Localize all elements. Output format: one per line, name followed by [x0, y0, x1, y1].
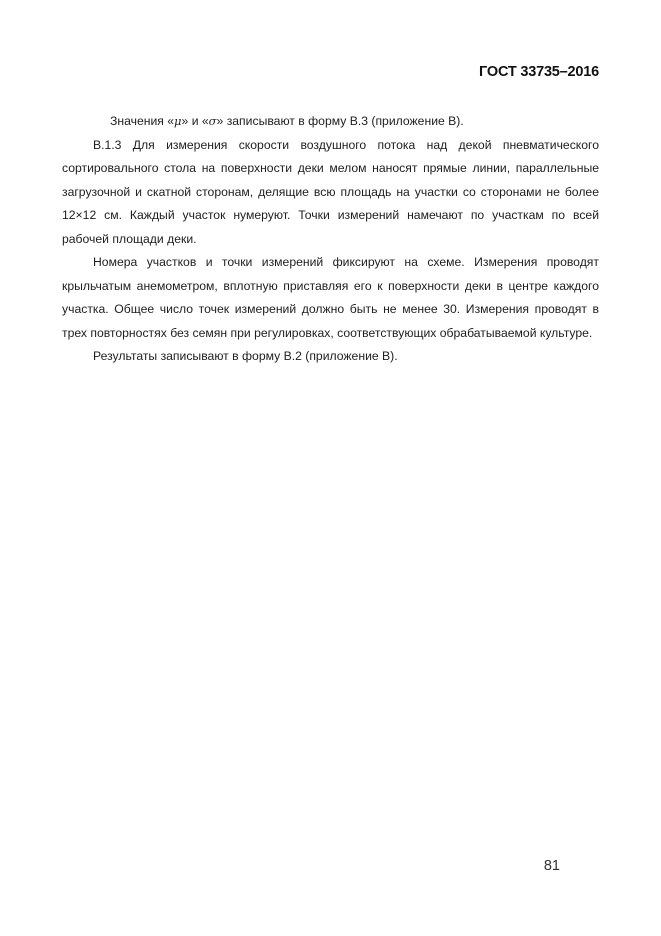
paragraph-values-recording [62, 110, 599, 134]
document-body [62, 110, 599, 369]
document-header: ГОСТ 33735–2016 [479, 64, 599, 80]
paragraph-results: Результаты записывают в форму В.2 (приложение В). [93, 349, 398, 363]
mu-symbol: μ [174, 114, 182, 128]
p1-text-after: » записывают в форму В.3 (приложение В). [216, 114, 464, 128]
paragraph-b-1-3: В.1.3 Для измерения скорости воздушного потока над декой пневматического сортировального стола на поверхности деки мелом наносят прямые линии, параллельные загрузочной и скатной сторонам, делящие всю площадь на участки со сторонами не более 12×12 см. Каждый участок нумеруют. Точки измерений намечают по участкам по всей рабочей площади деки. [62, 137, 599, 246]
p1-text-middle: » и « [181, 114, 209, 128]
page-number: 81 [543, 858, 560, 874]
sigma-symbol: σ [208, 114, 217, 128]
p1-text-before: Значения « [110, 114, 175, 128]
paragraph-measurement-points: Номера участков и точки измерений фиксируют на схеме. Измерения проводят крыльчатым анемометром, вплотную приставляя его к поверхности деки в центре каждого участка. Общее число точек измерений должно быть не менее 30. Измерения проводят в трех повторностях без семян при регулировках, соответствующих обрабатываемой культуре. [62, 255, 599, 340]
